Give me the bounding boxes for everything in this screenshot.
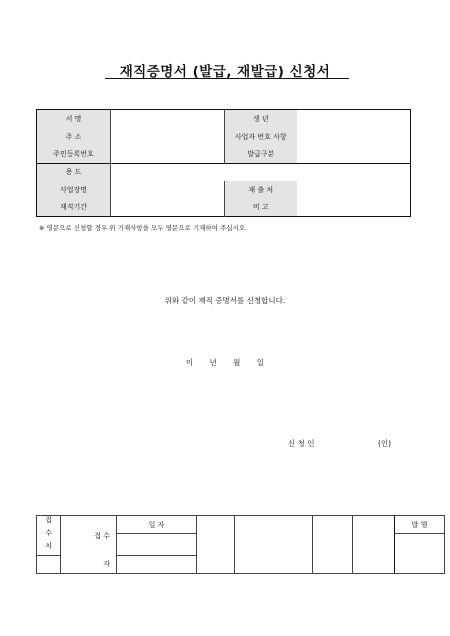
label-resident-number: 주민등록번호 bbox=[37, 146, 111, 164]
receipt-cell-d[interactable] bbox=[353, 516, 395, 574]
label-birth: 생 년 bbox=[225, 110, 297, 128]
receipt-date-field[interactable] bbox=[117, 534, 197, 556]
receipt-cell-a[interactable] bbox=[197, 516, 235, 574]
label-name: 서 명 bbox=[37, 110, 111, 128]
issue-stamp-field[interactable] bbox=[395, 534, 445, 574]
label-address: 주 소 bbox=[37, 128, 111, 146]
receipt-side-label: 접수처 bbox=[37, 516, 61, 556]
receipt-cell-c[interactable] bbox=[313, 516, 353, 574]
date-line: 이 년 월 일 bbox=[185, 358, 265, 367]
resident-number-field[interactable] bbox=[111, 146, 225, 164]
business-number-field[interactable] bbox=[297, 128, 411, 146]
applicant-signature-label: 신 청 인 bbox=[288, 439, 315, 448]
seal-mark: (인) bbox=[378, 439, 392, 448]
certification-statement: 위와 같이 재직 증명서를 신청합니다. bbox=[164, 296, 286, 305]
issue-stamp-label: 발 행 bbox=[395, 516, 445, 534]
label-employment-period: 재직기간 bbox=[37, 199, 111, 217]
label-workplace: 사업장명 bbox=[37, 181, 111, 199]
receipt-row2-label: 자 bbox=[61, 556, 117, 574]
receipt-row1-label: 접 수 bbox=[61, 516, 117, 556]
remarks-field[interactable] bbox=[297, 199, 411, 217]
label-issue-type: 발급구분 bbox=[225, 146, 297, 164]
workplace-field[interactable] bbox=[111, 181, 225, 199]
applicant-info-table bbox=[36, 109, 411, 217]
page-title: 재직증명서 (발급, 재발급) 신청서 bbox=[119, 64, 331, 80]
receipt-date-label: 일 자 bbox=[117, 516, 197, 534]
receipt-side-spacer bbox=[37, 556, 61, 574]
label-purpose: 용 도 bbox=[37, 164, 111, 181]
title-underline bbox=[105, 78, 349, 79]
address-field[interactable] bbox=[111, 128, 225, 146]
label-business-number: 사업자 번호 사항 bbox=[225, 128, 297, 146]
name-field[interactable] bbox=[111, 110, 225, 128]
receipt-person-field[interactable] bbox=[117, 556, 197, 574]
receipt-cell-b[interactable] bbox=[235, 516, 313, 574]
employment-period-field[interactable] bbox=[111, 199, 225, 217]
label-remarks: 비 고 bbox=[225, 199, 297, 217]
purpose-field[interactable] bbox=[111, 164, 411, 181]
label-submit-to: 재 출 처 bbox=[225, 181, 297, 199]
birth-field[interactable] bbox=[297, 110, 411, 128]
submit-to-field[interactable] bbox=[297, 181, 411, 199]
receipt-table bbox=[36, 515, 445, 574]
issue-type-field[interactable] bbox=[297, 146, 411, 164]
instruction-note: ※ 영문으로 신청할 경우 위 기재사항을 모두 영문으로 기재하여 주십시오. bbox=[39, 224, 248, 232]
